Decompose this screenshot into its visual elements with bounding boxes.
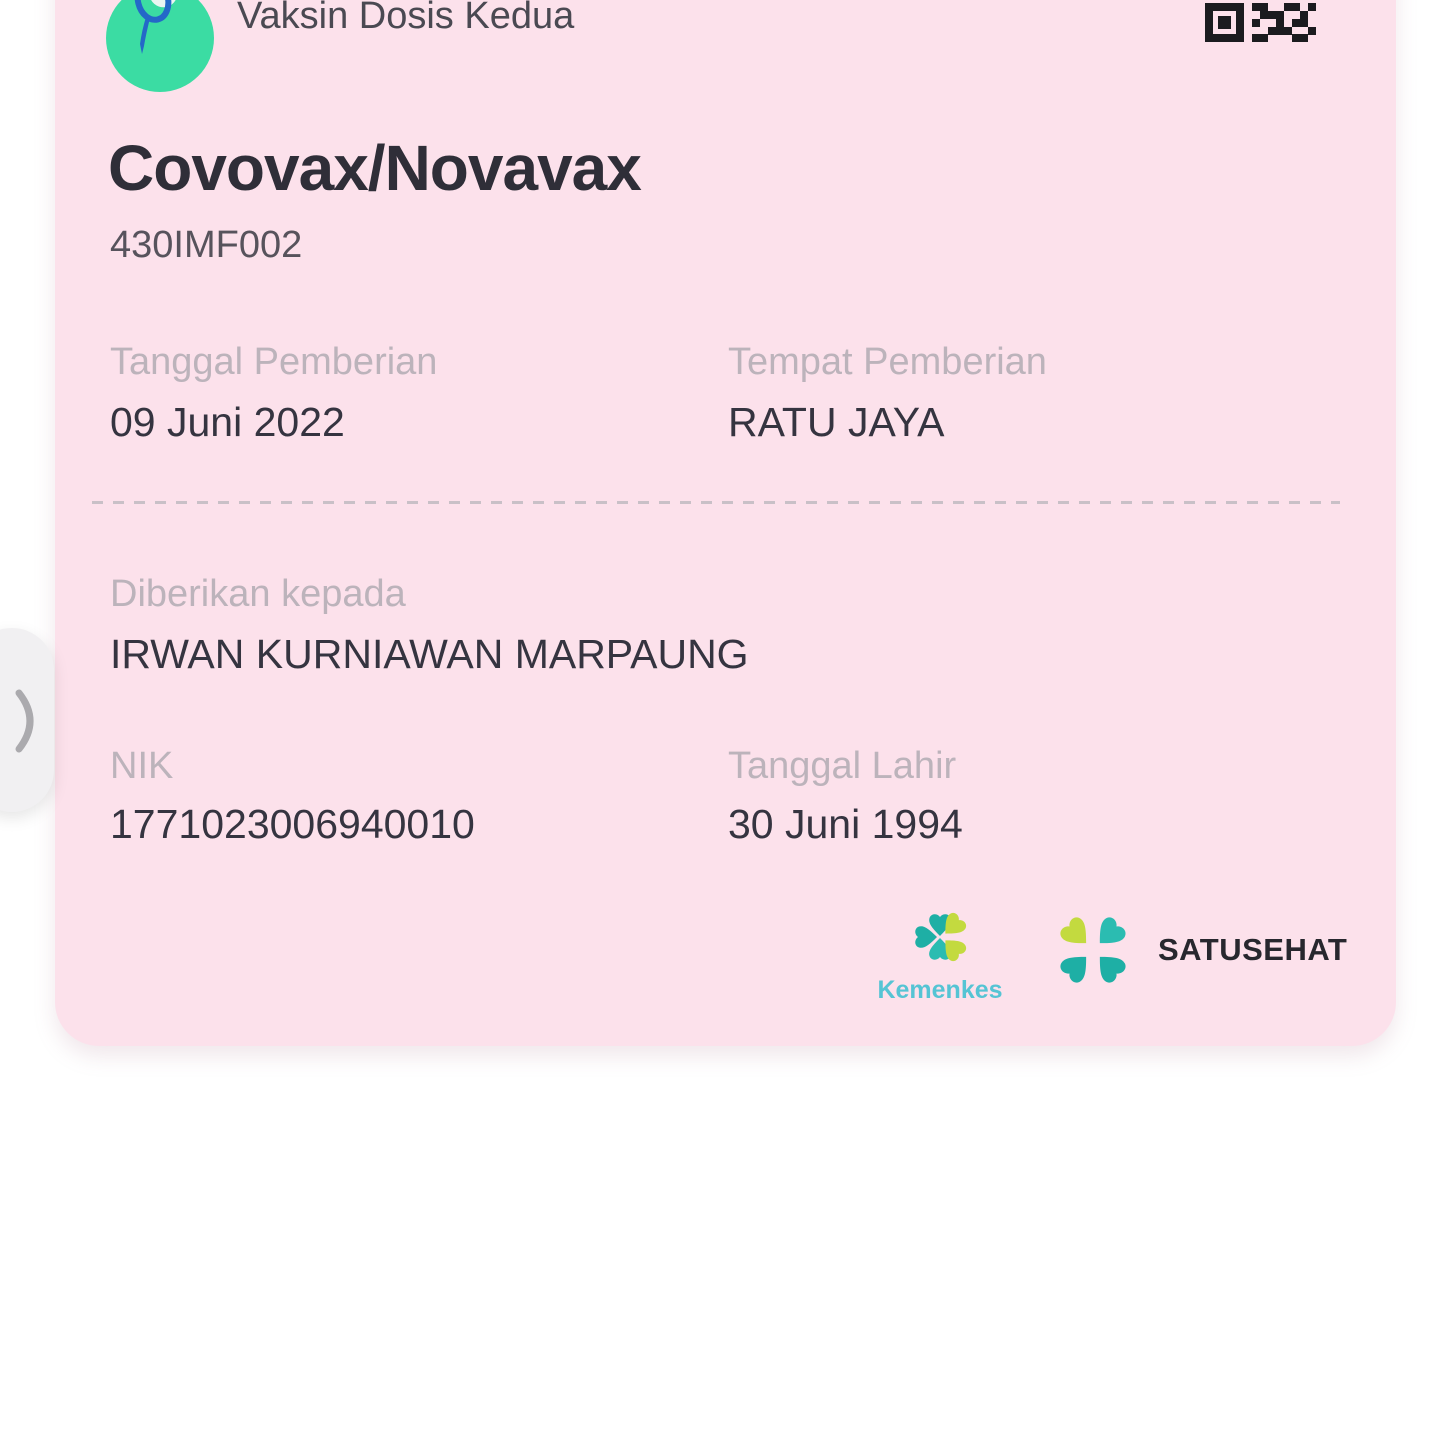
value-tempat-pemberian: RATU JAYA	[728, 399, 945, 445]
label-tanggal-pemberian: Tanggal Pemberian	[110, 341, 438, 383]
satusehat-label: SATUSEHAT	[1158, 932, 1348, 967]
vaccine-dose-card	[55, 0, 1396, 1046]
label-tempat-pemberian: Tempat Pemberian	[728, 341, 1047, 383]
kemenkes-label: Kemenkes	[877, 976, 1003, 1004]
kemenkes-logo	[855, 901, 1025, 1005]
drawer-handle[interactable]	[0, 628, 54, 812]
qr-code-icon[interactable]	[1205, 0, 1317, 42]
label-tanggal-lahir: Tanggal Lahir	[728, 745, 957, 787]
value-tanggal-pemberian: 09 Juni 2022	[110, 399, 345, 445]
value-tanggal-lahir: 30 Juni 1994	[728, 801, 963, 847]
batch-code: 430IMF002	[110, 224, 303, 266]
chevron-right-icon	[14, 688, 48, 754]
dose-title: Vaksin Dosis Kedua	[237, 0, 575, 37]
vaccine-name: Covovax/Novavax	[108, 132, 641, 204]
kemenkes-clover-icon	[901, 901, 979, 973]
label-nik: NIK	[110, 745, 174, 787]
dashed-divider	[92, 501, 1340, 504]
value-diberikan-kepada: IRWAN KURNIAWAN MARPAUNG	[110, 631, 749, 677]
value-nik: 1771023006940010	[110, 801, 475, 847]
label-diberikan-kepada: Diberikan kepada	[110, 573, 406, 615]
syringe-icon	[106, 0, 214, 92]
satusehat-clover-icon	[1043, 900, 1143, 1000]
